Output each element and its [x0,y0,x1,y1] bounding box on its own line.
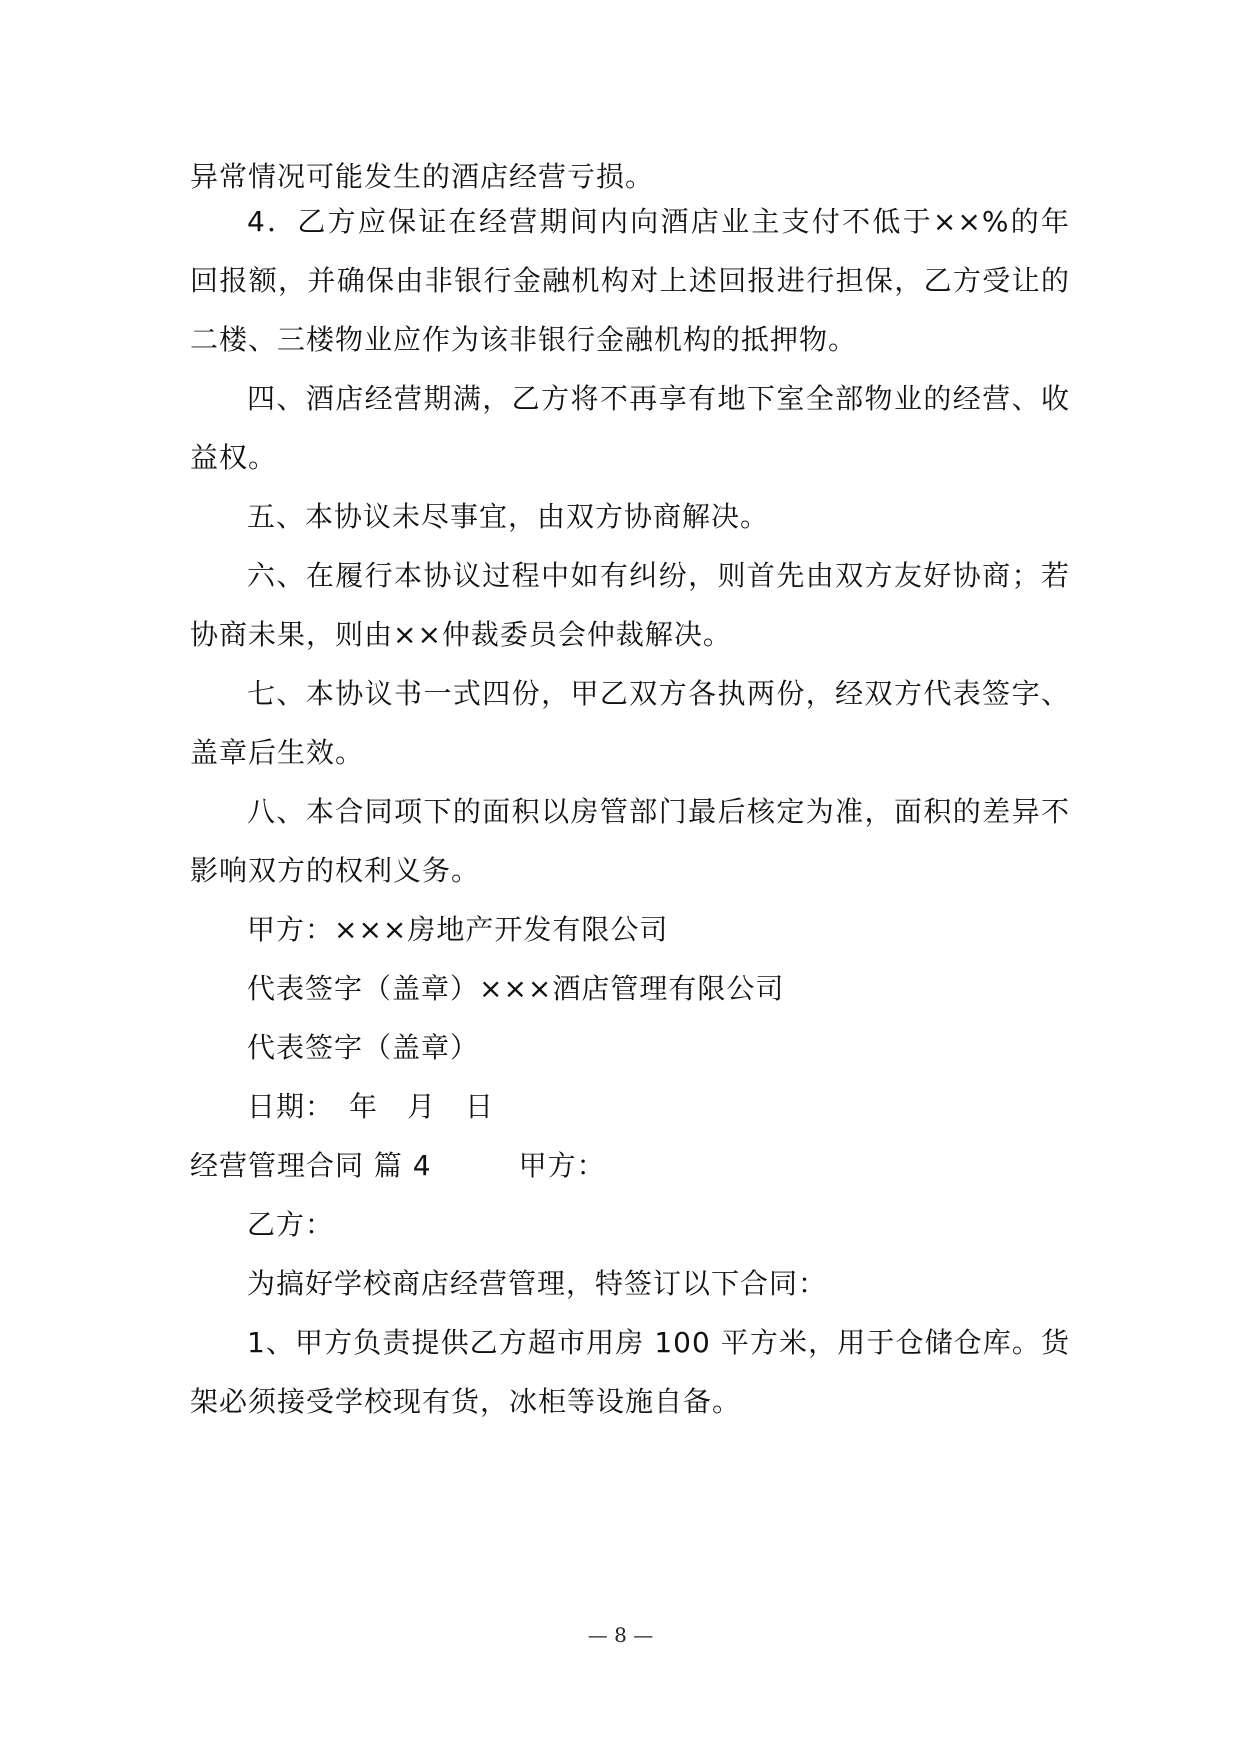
paragraph-line: 协商未果，则由××仲裁委员会仲裁解决。 [190,618,732,651]
section-heading: 经营管理合同 篇 4 甲方： [190,1149,606,1182]
paragraph-line: 二楼、三楼物业应作为该非银行金融机构的抵押物。 [190,323,858,356]
paragraph-line: 架必须接受学校现有货，冰柜等设施自备。 [190,1385,742,1418]
paragraph-line: 1、甲方负责提供乙方超市用房 100 平方米，用于仓储仓库。货 [247,1326,1070,1359]
paragraph-line: 八、本合同项下的面积以房管部门最后核定为准，面积的差异不 [247,795,1070,828]
paragraph-line: 异常情况可能发生的酒店经营亏损。 [190,160,655,193]
paragraph-line: 益权。 [190,441,278,474]
page-number: — 8 — [587,1623,654,1647]
paragraph-line: 四、酒店经营期满，乙方将不再享有地下室全部物业的经营、收 [247,382,1070,415]
paragraph-line: 4．乙方应保证在经营期间内向酒店业主支付不低于××%的年 [247,205,1070,238]
paragraph-line: 六、在履行本协议过程中如有纠纷，则首先由双方友好协商；若 [247,559,1070,592]
signature-date: 日期： 年 月 日 [247,1090,495,1123]
paragraph-line: 回报额，并确保由非银行金融机构对上述回报进行担保，乙方受让的 [190,264,1070,297]
paragraph-line: 盖章后生效。 [190,736,365,769]
paragraph-line: 七、本协议书一式四份，甲乙双方各执两份，经双方代表签字、 [247,677,1070,710]
party-b-label: 乙方： [247,1208,335,1241]
paragraph-line: 影响双方的权利义务。 [190,854,481,887]
signature-party-a: 甲方：×××房地产开发有限公司 [247,913,669,946]
signature-representative-b: 代表签字（盖章） [247,1031,480,1064]
paragraph-line: 为搞好学校商店经营管理，特签订以下合同： [247,1267,828,1300]
paragraph-line: 五、本协议未尽事宜，由双方协商解决。 [247,500,770,533]
signature-representative-a: 代表签字（盖章）×××酒店管理有限公司 [247,972,785,1005]
